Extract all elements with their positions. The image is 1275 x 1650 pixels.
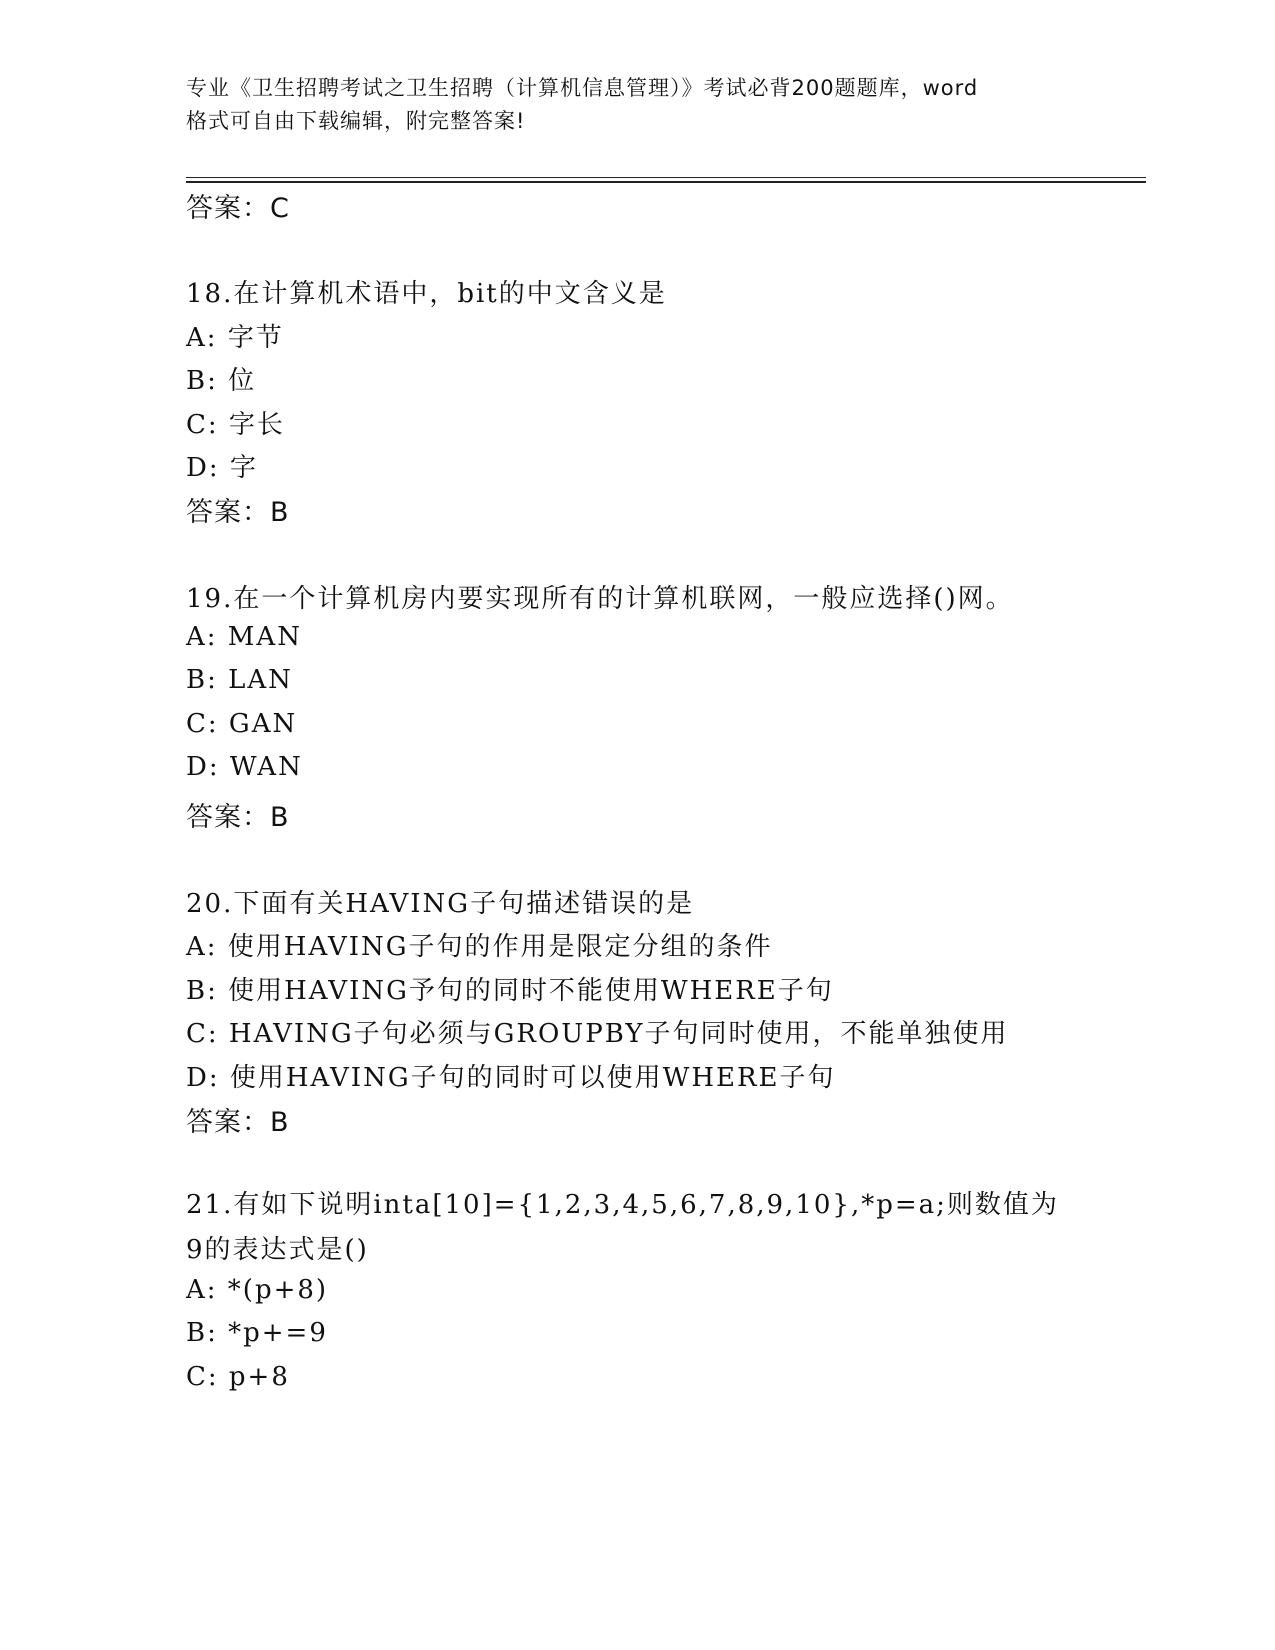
question-19-option-b: B: LAN bbox=[186, 665, 293, 695]
header-line-2: 格式可自由下载编辑，附完整答案! bbox=[186, 109, 526, 133]
header-divider-thick bbox=[186, 181, 1146, 183]
question-20-stem: 20.下面有关HAVING子句描述错误的是 bbox=[186, 889, 695, 919]
question-18-stem: 18.在计算机术语中，bit的中文含义是 bbox=[186, 279, 667, 309]
question-21-option-a: A: *(p+8) bbox=[186, 1275, 329, 1305]
question-18-option-a: A: 字节 bbox=[186, 323, 284, 353]
question-18-option-c: C: 字长 bbox=[186, 410, 285, 440]
question-20-option-b: B: 使用HAVING予句的同时不能使用WHERE子句 bbox=[186, 976, 834, 1006]
header-divider-thin bbox=[186, 177, 1146, 178]
question-21-option-b: B: *p+=9 bbox=[186, 1318, 328, 1348]
document-header bbox=[186, 72, 1086, 138]
header-line-1: 专业《卫生招聘考试之卫生招聘（计算机信息管理）》考试必背200题题库，word bbox=[186, 76, 979, 100]
question-20-option-c: C: HAVING子句必须与GROUPBY子句同时使用，不能单独使用 bbox=[186, 1019, 1009, 1049]
question-19-option-c: C: GAN bbox=[186, 709, 298, 739]
question-20-option-d: D: 使用HAVING子句的同时可以使用WHERE子句 bbox=[186, 1063, 836, 1093]
question-19-option-a: A: MAN bbox=[186, 622, 302, 652]
question-18-answer: 答案：B bbox=[186, 497, 290, 528]
question-18-option-d: D: 字 bbox=[186, 453, 258, 483]
question-20-answer: 答案：B bbox=[186, 1107, 290, 1138]
question-21-option-c: C: p+8 bbox=[186, 1362, 290, 1392]
question-19-answer: 答案：B bbox=[186, 802, 290, 833]
question-20-option-a: A: 使用HAVING子句的作用是限定分组的条件 bbox=[186, 932, 773, 962]
question-19-option-d: D: WAN bbox=[186, 752, 303, 782]
question-18-option-b: B: 位 bbox=[186, 366, 257, 396]
question-19-stem: 19.在一个计算机房内要实现所有的计算机联网，一般应选择()网。 bbox=[186, 584, 1014, 614]
question-21-stem: 21.有如下说明inta[10]={1,2,3,4,5,6,7,8,9,10},*p=a;则数值为9的表达式是() bbox=[186, 1190, 1059, 1265]
previous-answer: 答案：C bbox=[186, 193, 290, 224]
